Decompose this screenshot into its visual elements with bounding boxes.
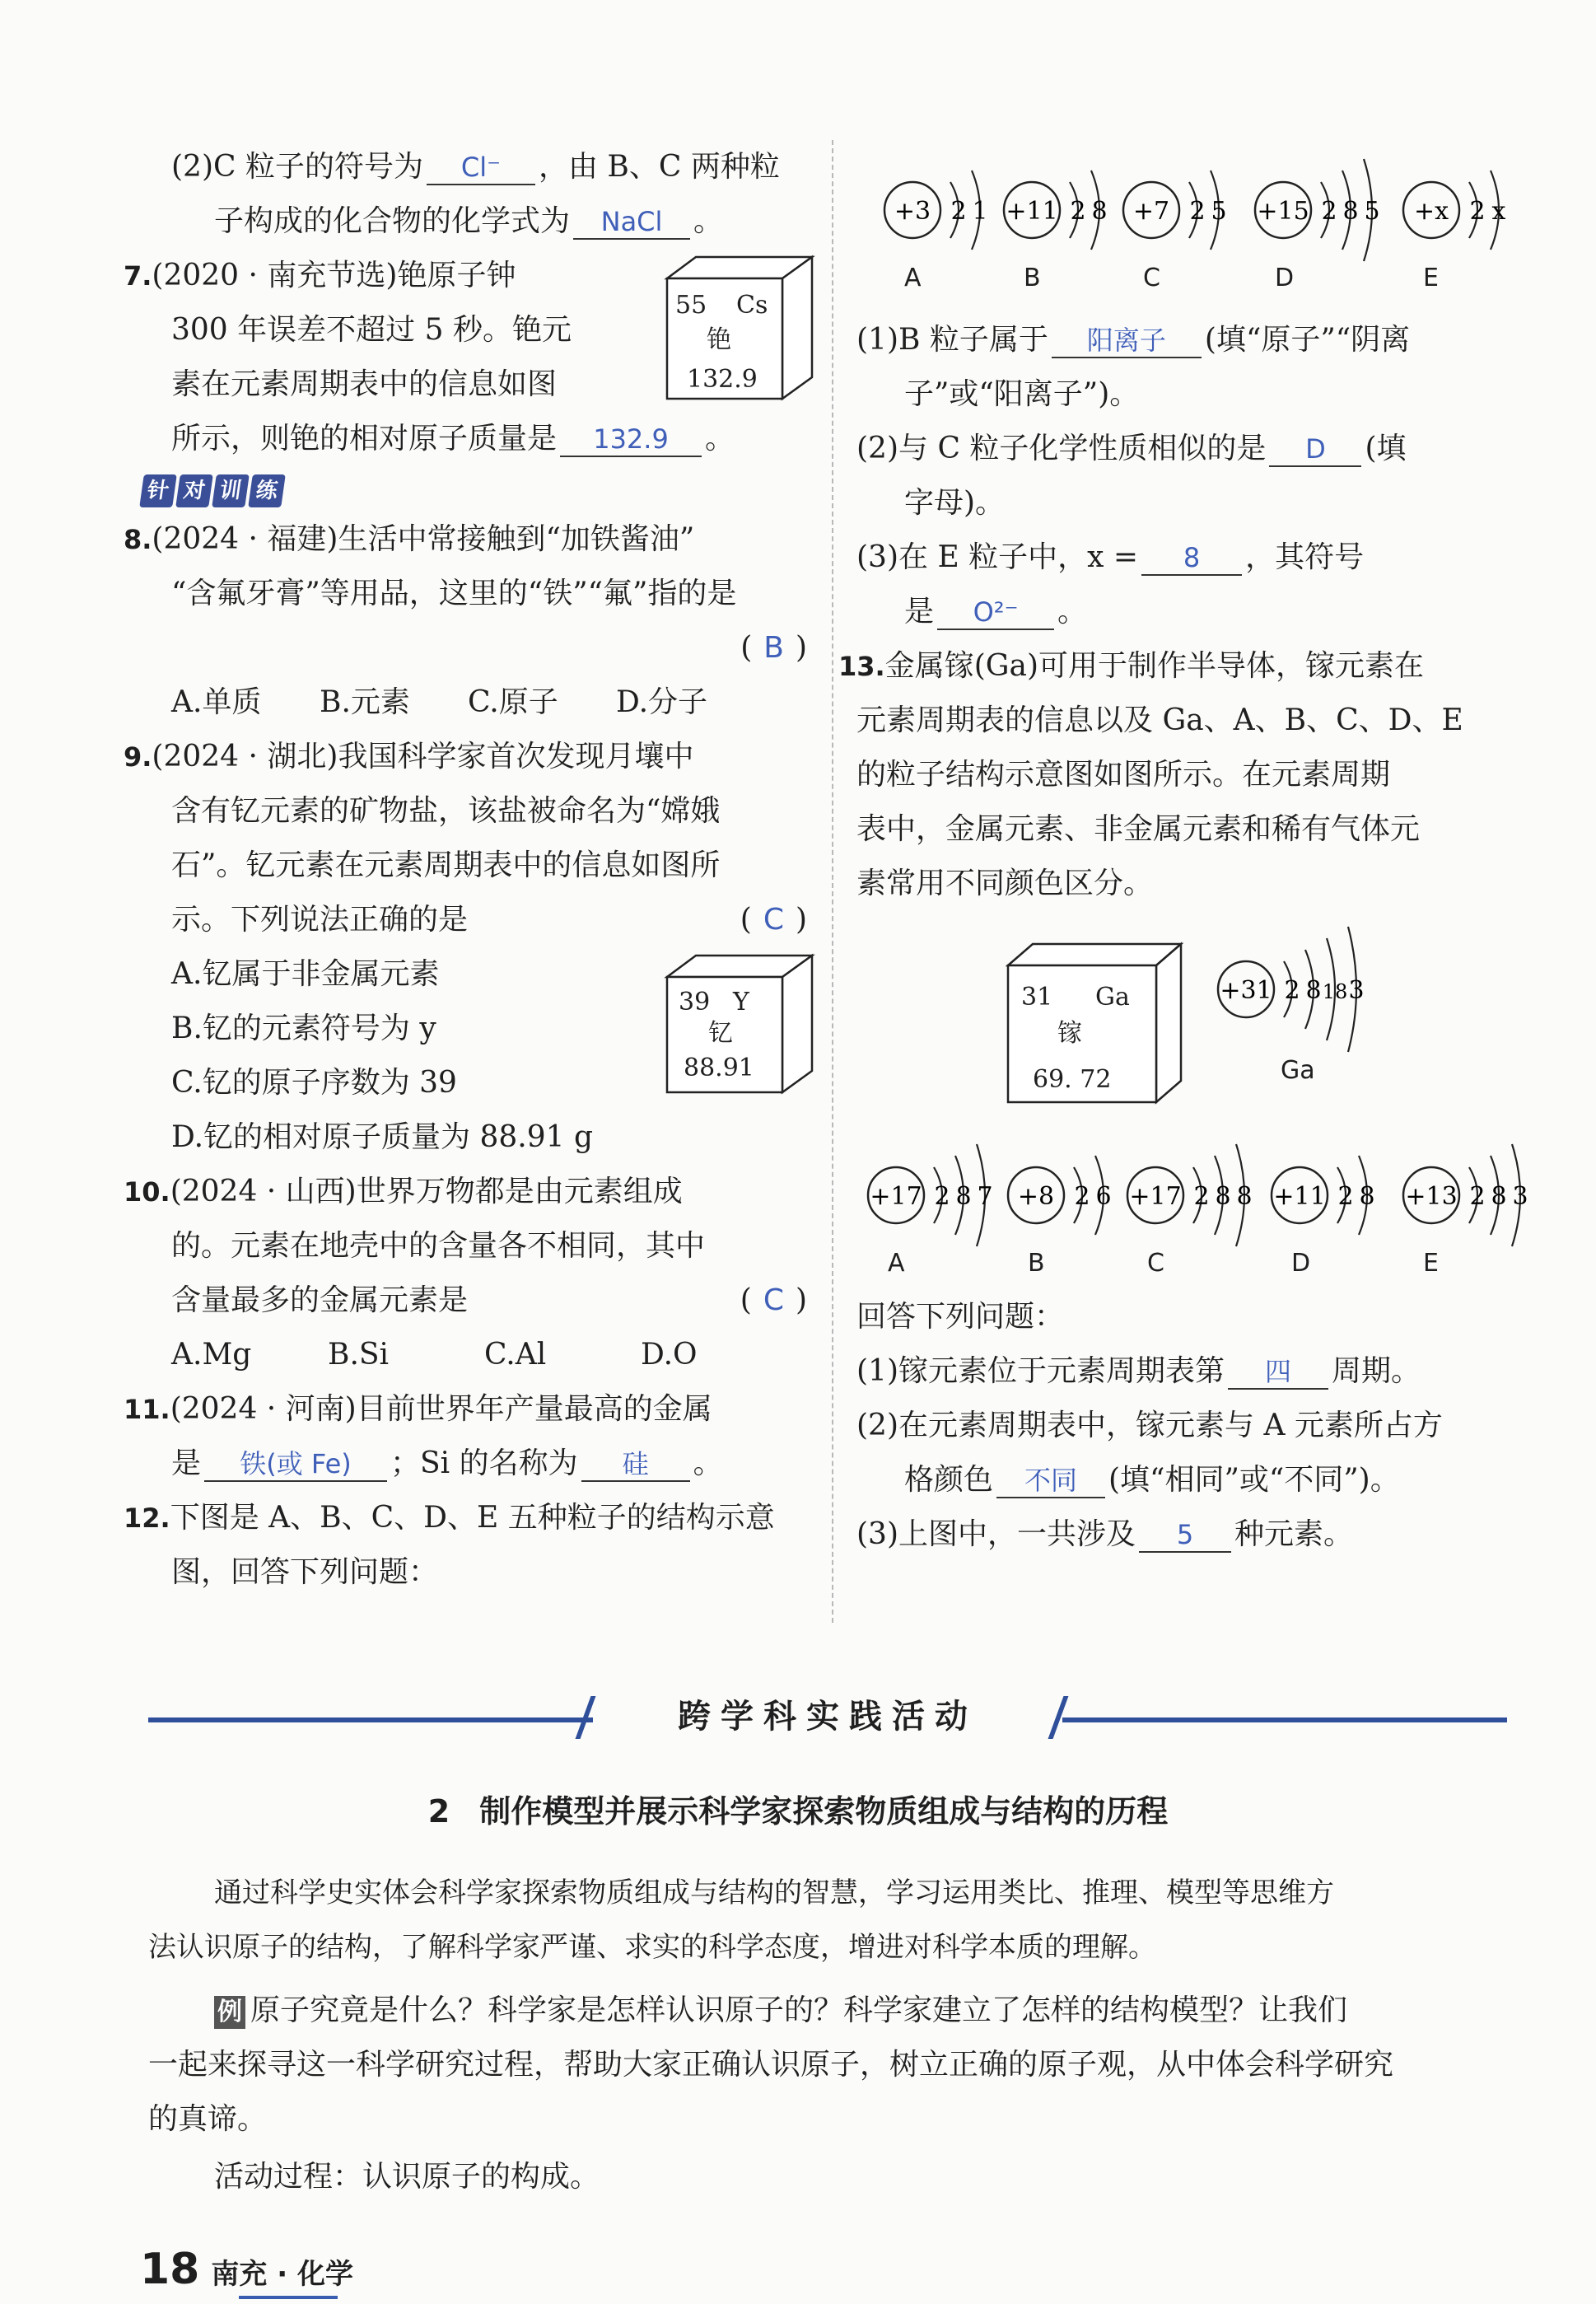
particle-C xyxy=(1120,140,1245,292)
q7-text: 素在元素周期表中的信息如图 xyxy=(171,367,558,401)
q13-answer-3: 5 xyxy=(1139,1518,1231,1553)
q12-part3 xyxy=(856,530,1515,585)
footer-title: 南充 · 化学 xyxy=(211,2258,353,2291)
particle-label: D xyxy=(1275,264,1295,292)
q10-line xyxy=(124,1274,807,1328)
particle-B xyxy=(1005,1125,1130,1278)
q13-part1-text: (1)镓元素位于元素周期表第 xyxy=(856,1354,1225,1388)
q8-choice-a: A.单质 xyxy=(171,685,262,719)
q12-answer-1: 阳离子 xyxy=(1052,324,1202,358)
q12-text: 图，回答下列问题： xyxy=(171,1555,439,1589)
q9-option-d: D.钇的相对原子质量为 88.91 g xyxy=(171,1120,594,1154)
nucleus-charge: +11 xyxy=(1006,197,1058,226)
q11-text: (2024 · 河南)目前世界年产量最高的金属 xyxy=(170,1392,712,1426)
section-banner xyxy=(148,1693,1507,1742)
q9-option-c: C.钇的原子序数为 39 xyxy=(171,1066,457,1100)
q11-text: 。 xyxy=(693,1446,723,1480)
question-13 xyxy=(838,639,1528,1562)
shell-electron-count: 8 xyxy=(1359,1182,1375,1211)
shell-electron-count: 2 xyxy=(950,197,967,226)
particle-E xyxy=(1400,1125,1547,1278)
q7-answer: 132.9 xyxy=(560,423,702,457)
q6-answer-1: Cl⁻ xyxy=(427,151,535,185)
question-12 xyxy=(124,1491,807,1600)
q13-line: 素常用不同颜色区分。 xyxy=(856,867,1154,900)
intro-paragraph xyxy=(148,1866,1515,1920)
nucleus-charge: +x xyxy=(1413,197,1449,226)
q12-part2-text: (2)与 C 粒子化学性质相似的是 xyxy=(856,432,1267,465)
q8-line xyxy=(124,512,807,567)
q8-text: (2024 · 福建)生活中常接触到“加铁酱油” xyxy=(152,522,695,556)
q13-part2: (2)在元素周期表中，镓元素与 A 元素所占方 xyxy=(856,1409,1443,1442)
q12-part3-text: ，其符号 xyxy=(1245,540,1365,574)
q12-line xyxy=(124,1545,807,1600)
example-line-1 xyxy=(148,1984,1515,2038)
intro-line: 通过科学史实体会科学家探索物质组成与结构的智慧，学习运用类比、推理、模型等思维方 xyxy=(214,1876,1334,1909)
atom-structure-diagram xyxy=(1252,140,1398,280)
y-symbol: Y xyxy=(733,988,749,1016)
shell-electron-count: 2 xyxy=(1469,1182,1486,1211)
nucleus-charge: +13 xyxy=(1405,1182,1458,1211)
q10-choice-c: C.Al xyxy=(484,1338,547,1372)
q8-choice-b: B.元素 xyxy=(320,685,410,719)
q9-text: 含有钇元素的矿物盐，该盐被命名为“嫦娥 xyxy=(171,794,721,828)
question-8 xyxy=(124,512,807,730)
q13-part3-text: (3)上图中，一共涉及 xyxy=(856,1517,1136,1551)
column-divider xyxy=(832,140,833,1623)
q11-number: 11. xyxy=(124,1394,170,1425)
q12-part3-text: 。 xyxy=(1057,595,1088,629)
q12-answer-2: D xyxy=(1269,432,1361,467)
nucleus-charge: +11 xyxy=(1273,1182,1326,1211)
q9-line xyxy=(124,784,807,839)
particle-C xyxy=(1124,1125,1271,1278)
gallium-atom-diagram xyxy=(1215,919,1383,1085)
q8-text: “含氟牙膏”等用品，这里的“铁”“氟”指的是 xyxy=(171,577,737,610)
question-7 xyxy=(124,249,807,466)
q13-part1-text: 周期。 xyxy=(1332,1354,1421,1388)
shell-electron-count: 5 xyxy=(1211,197,1227,226)
q9-option-b: B.钇的元素符号为 y xyxy=(171,1012,436,1045)
shell-electron-count: 8 xyxy=(1305,976,1322,1005)
q8-number: 8. xyxy=(124,524,152,555)
particle-A xyxy=(865,1125,1011,1278)
q8-answer-paren: ( B ) xyxy=(740,631,807,665)
nucleus-charge: +3 xyxy=(894,197,931,226)
shell-electron-count: 6 xyxy=(1095,1182,1112,1211)
shell-electron-count: 1 xyxy=(972,197,988,226)
q13-part2-cont xyxy=(856,1453,1515,1507)
q9-text: 石”。钇元素在元素周期表中的信息如图所 xyxy=(171,848,721,882)
q13-answer-2: 不同 xyxy=(996,1464,1105,1498)
q11-line xyxy=(124,1437,807,1491)
q10-choice-d: D.O xyxy=(641,1338,698,1372)
q7-text: (2020 · 南充节选)铯原子钟 xyxy=(152,259,516,292)
atom-structure-diagram xyxy=(1400,140,1525,280)
shell-electron-count: 2 xyxy=(1337,1182,1354,1211)
q7-text: 300 年误差不超过 5 秒。铯元 xyxy=(171,313,572,347)
q10-answer: C xyxy=(763,1283,784,1317)
q6-line2 xyxy=(124,194,807,249)
q12-part1-cont: 子”或“阳离子”)。 xyxy=(904,377,1140,411)
q7-text: 。 xyxy=(705,422,735,456)
q13-part2-text: 格颜色 xyxy=(904,1463,994,1497)
atom-structure-diagram xyxy=(1268,1125,1393,1265)
shell-electron-count: 8 xyxy=(1491,1182,1507,1211)
q13-number: 13. xyxy=(838,651,885,682)
shell-electron-count: 3 xyxy=(1512,1182,1528,1211)
atom-structure-diagram xyxy=(1124,1125,1271,1265)
q8-answer-line xyxy=(124,621,807,675)
q13-text: 金属镓(Ga)可用于制作半导体，镓元素在 xyxy=(884,649,1424,683)
q10-choice-b: B.Si xyxy=(328,1338,390,1372)
q8-line xyxy=(124,567,807,621)
question-9 xyxy=(124,730,807,1165)
q12-number: 12. xyxy=(124,1503,170,1534)
nucleus-charge: +17 xyxy=(1129,1182,1182,1211)
atom-structure-diagram xyxy=(1400,1125,1547,1265)
ga-symbol: Ga xyxy=(1095,983,1130,1012)
q13-line: 表中，金属元素、非金属元素和稀有气体元 xyxy=(856,812,1421,846)
q12-part2-cont: 字母)。 xyxy=(904,486,1006,520)
particle-label: E xyxy=(1423,1249,1439,1278)
shell-electron-count: 3 xyxy=(1348,976,1365,1005)
shell-electron-count: 2 xyxy=(1193,1182,1210,1211)
q13-part3-text: 种元素。 xyxy=(1234,1517,1354,1551)
q12-line xyxy=(124,1491,807,1545)
particle-label: E xyxy=(1423,264,1439,292)
q13-part1 xyxy=(856,1344,1515,1399)
q10-text: 的。元素在地壳中的含量各不相同，其中 xyxy=(171,1229,706,1263)
q9-option-a: A.钇属于非金属元素 xyxy=(171,957,440,991)
shell-electron-count: 2 xyxy=(1074,1182,1090,1211)
q6-text: 子构成的化合物的化学式为 xyxy=(214,204,571,238)
shell-electron-count: 2 xyxy=(934,1182,950,1211)
particle-diagrams-q13 xyxy=(840,1125,1528,1290)
atom-structure-diagram xyxy=(881,140,1006,280)
particle-diagrams-q12 xyxy=(856,140,1515,313)
q11-text: 是 xyxy=(171,1446,202,1480)
q10-choices xyxy=(124,1328,807,1382)
nucleus-charge: +7 xyxy=(1132,197,1170,226)
q9-line xyxy=(124,893,807,947)
q6-answer-2: NaCl xyxy=(573,205,690,240)
cs-number: 55 xyxy=(675,291,707,320)
question-11 xyxy=(124,1382,807,1491)
q9-number: 9. xyxy=(124,741,152,773)
atom-structure-diagram xyxy=(865,1125,1011,1265)
activity-title-text: 制作模型并展示科学家探索物质组成与结构的历程 xyxy=(479,1793,1169,1830)
q13-part2-text: (填“相同”或“不同”)。 xyxy=(1108,1463,1400,1497)
q12-part1-text: (填“原子”“阴离 xyxy=(1204,323,1411,357)
gallium-atom-label: Ga xyxy=(1281,1056,1315,1085)
cs-mass: 132.9 xyxy=(687,365,758,394)
q6-text: ，由 B、C 两种粒 xyxy=(538,150,780,184)
q13-prompt: 回答下列问题： xyxy=(856,1300,1065,1334)
atom-structure-diagram xyxy=(1120,140,1245,280)
nucleus-charge: +8 xyxy=(1017,1182,1055,1211)
q9-text: 示。下列说法正确的是 xyxy=(171,903,469,937)
ga-name: 镓 xyxy=(1057,1019,1082,1048)
q10-line xyxy=(124,1219,807,1274)
tag-char: 针 xyxy=(139,474,177,507)
shell-electron-count: 2 xyxy=(1469,197,1486,226)
shell-electron-count: 7 xyxy=(977,1182,993,1211)
targeted-training-tag xyxy=(142,474,283,507)
q9-answer-paren: ( C ) xyxy=(740,903,807,937)
yttrium-element-box xyxy=(651,952,815,1101)
q11-line xyxy=(124,1382,807,1437)
particle-label: B xyxy=(1024,264,1041,292)
particle-label: D xyxy=(1291,1249,1311,1278)
section-banner-title: 跨学科实践活动 xyxy=(634,1693,1021,1741)
q9-answer: C xyxy=(763,903,784,937)
example-tag: 例 xyxy=(214,1996,245,2029)
atom-structure-diagram xyxy=(1005,1125,1130,1265)
atom-structure-diagram xyxy=(1001,140,1126,280)
activity-title xyxy=(0,1786,1596,1831)
intro-paragraph-cont: 法认识原子的结构，了解科学家严谨、求实的科学态度，增进对科学本质的理解。 xyxy=(148,1931,1156,1964)
particle-label: A xyxy=(904,264,922,292)
right-column xyxy=(838,140,1528,1562)
q8-answer: B xyxy=(763,631,784,665)
banner-line-left xyxy=(148,1717,593,1722)
example-line-2: 一起来探寻这一科学研究过程，帮助大家正确认识原子，树立正确的原子观，从中体会科学研究 xyxy=(148,2048,1394,2082)
page-footer xyxy=(140,2245,353,2294)
q7-line xyxy=(124,412,807,466)
particle-D xyxy=(1252,140,1398,292)
q13-part3 xyxy=(856,1507,1515,1562)
q6-line1 xyxy=(124,140,807,194)
q9-line xyxy=(124,839,807,893)
cesium-element-box xyxy=(651,254,815,410)
q12-part3-text: 是 xyxy=(904,595,935,629)
y-mass: 88.91 xyxy=(684,1054,754,1082)
particle-label: B xyxy=(1028,1249,1045,1278)
left-column xyxy=(124,140,807,1600)
q12-answer-3: 8 xyxy=(1141,541,1242,576)
shell-electron-count: 8 xyxy=(1091,197,1108,226)
q7-text: 所示，则铯的相对原子质量是 xyxy=(171,422,558,456)
particle-B xyxy=(1001,140,1126,292)
footer-underline xyxy=(239,2296,338,2299)
atom-structure-diagram xyxy=(1215,919,1383,1059)
gallium-element-box xyxy=(1005,941,1186,1105)
shell-electron-count: 5 xyxy=(1364,197,1380,226)
q12-part3-cont xyxy=(856,585,1515,639)
q13-line: 的粒子结构示意图如图所示。在元素周期 xyxy=(856,758,1391,792)
banner-line-right xyxy=(1062,1717,1507,1722)
tag-char: 对 xyxy=(175,474,213,507)
q7-number: 7. xyxy=(124,260,152,292)
tag-char: 练 xyxy=(248,474,286,507)
shell-electron-count: 2 xyxy=(1189,197,1206,226)
q12-part1 xyxy=(856,313,1515,367)
nucleus-charge: +17 xyxy=(870,1182,922,1211)
shell-electron-count: 2 xyxy=(1321,197,1337,226)
tag-char: 训 xyxy=(212,474,250,507)
q8-choices xyxy=(124,675,807,730)
shell-electron-count: 2 xyxy=(1284,976,1300,1005)
particle-label: C xyxy=(1147,1249,1164,1278)
q10-text: (2024 · 山西)世界万物都是由元素组成 xyxy=(170,1175,683,1208)
q10-text: 含量最多的金属元素是 xyxy=(171,1283,469,1317)
q13-answer-1: 四 xyxy=(1228,1355,1328,1390)
q10-choice-a: A.Mg xyxy=(171,1338,252,1372)
q13-line xyxy=(838,639,1515,694)
shell-electron-count: 8 xyxy=(1342,197,1359,226)
particle-label: C xyxy=(1143,264,1160,292)
shell-electron-count: x xyxy=(1491,197,1506,226)
example-line-3: 的真谛。 xyxy=(148,2102,268,2136)
q11-answer-1: 铁(或 Fe) xyxy=(204,1447,387,1482)
particle-label: A xyxy=(888,1249,905,1278)
q12-part2-text: (填 xyxy=(1365,432,1407,465)
nucleus-charge: +15 xyxy=(1257,197,1309,226)
nucleus-charge: +31 xyxy=(1220,976,1272,1005)
ga-number: 31 xyxy=(1021,983,1053,1012)
page-number: 18 xyxy=(140,2245,200,2294)
q11-text: ；Si 的名称为 xyxy=(390,1446,578,1480)
q12-answer-4: O²⁻ xyxy=(937,596,1054,630)
q10-answer-paren: ( C ) xyxy=(740,1283,807,1317)
q11-answer-2: 硅 xyxy=(581,1447,690,1482)
q13-line: 元素周期表的信息以及 Ga、A、B、C、D、E xyxy=(856,703,1463,737)
q8-choice-d: D.分子 xyxy=(616,685,708,719)
y-name: 钇 xyxy=(708,1019,733,1048)
cs-symbol: Cs xyxy=(736,291,768,320)
activity-process: 活动过程：认识原子的构成。 xyxy=(214,2160,600,2194)
q12-part3-text: (3)在 E 粒子中，x = xyxy=(856,540,1139,574)
q12-part1-text: (1)B 粒子属于 xyxy=(856,323,1048,357)
q9-text: (2024 · 湖北)我国科学家首次发现月壤中 xyxy=(152,740,694,773)
shell-electron-count: 8 xyxy=(1215,1182,1231,1211)
q6-text: (2)C 粒子的符号为 xyxy=(171,150,423,184)
y-number: 39 xyxy=(679,988,711,1016)
ga-mass: 69. 72 xyxy=(1033,1065,1112,1094)
shell-electron-count: 8 xyxy=(1236,1182,1253,1211)
q8-choice-c: C.原子 xyxy=(468,685,558,719)
particle-E xyxy=(1400,140,1525,292)
question-10 xyxy=(124,1165,807,1382)
shell-electron-count: 18 xyxy=(1322,980,1348,1003)
q12-part2 xyxy=(856,422,1515,476)
gallium-figure xyxy=(856,911,1515,1125)
particle-D xyxy=(1268,1125,1393,1278)
example-text: 原子究竟是什么？科学家是怎样认识原子的？科学家建立了怎样的结构模型？让我们 xyxy=(250,1993,1348,2027)
shell-electron-count: 2 xyxy=(1070,197,1086,226)
q10-number: 10. xyxy=(124,1176,170,1208)
q10-line xyxy=(124,1165,807,1219)
activity-number: 2 xyxy=(427,1793,450,1830)
shell-electron-count: 8 xyxy=(955,1182,972,1211)
q6-text: 。 xyxy=(693,204,724,238)
cs-name: 铯 xyxy=(707,325,731,354)
q12-text: 下图是 A、B、C、D、E 五种粒子的结构示意 xyxy=(170,1501,775,1535)
q9-line xyxy=(124,730,807,784)
particle-A xyxy=(881,140,1006,292)
